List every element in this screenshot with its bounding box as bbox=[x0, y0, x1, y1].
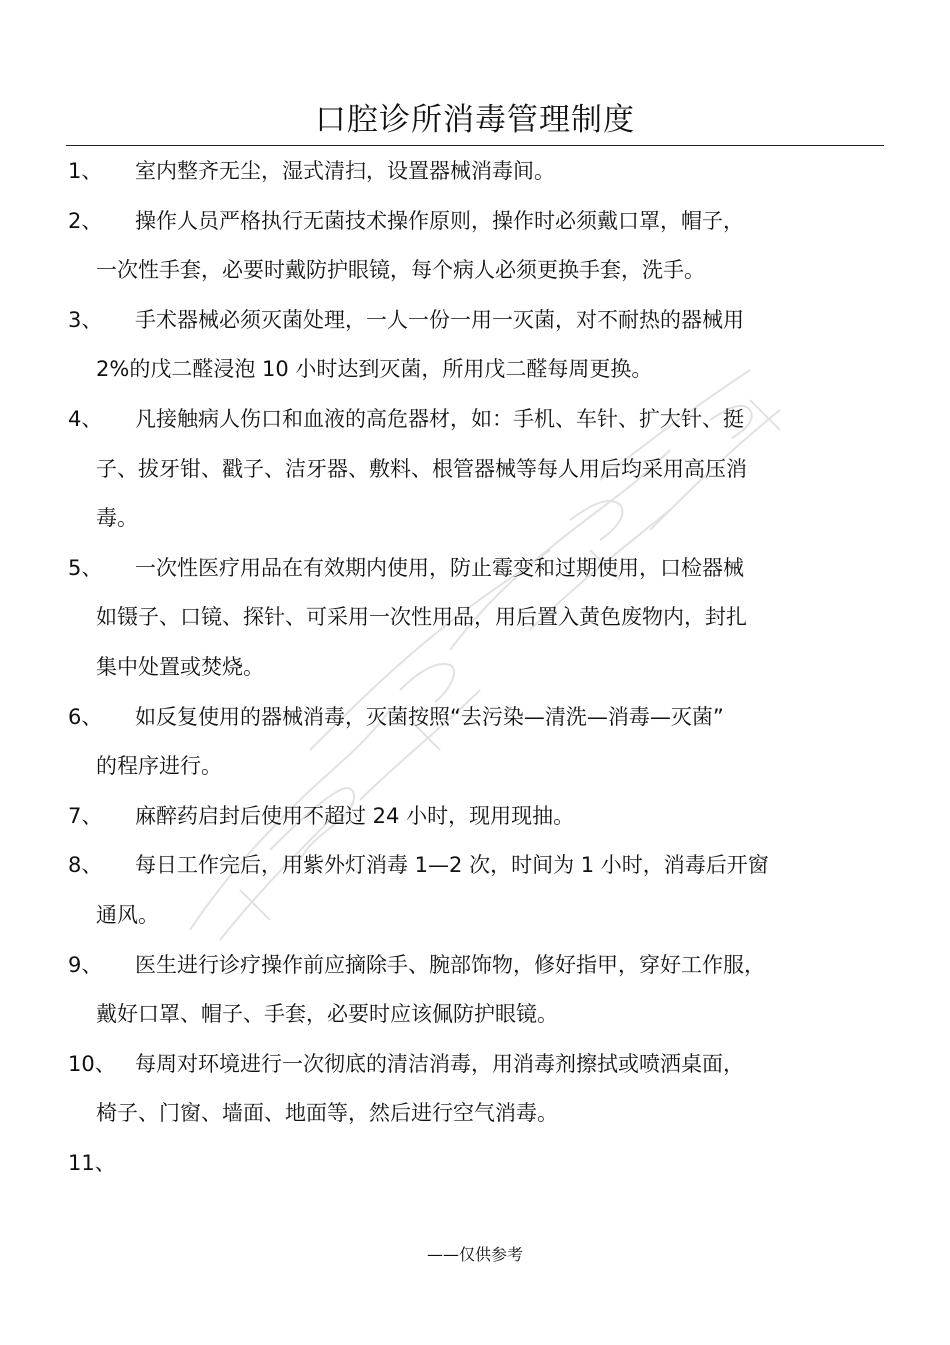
rule-text: 如反复使用的器械消毒，灭菌按照“去污染—清洗—消毒—灭菌” bbox=[135, 705, 724, 729]
rule-number: 2、 bbox=[68, 209, 103, 233]
rule-text-continued: 毒。 bbox=[96, 506, 138, 530]
rule-number: 4、 bbox=[68, 407, 103, 431]
rule-text: 麻醉药启封后使用不超过 24 小时，现用现抽。 bbox=[135, 804, 575, 828]
rule-number: 5、 bbox=[68, 556, 103, 580]
document-title: 口腔诊所消毒管理制度 bbox=[315, 102, 635, 138]
rule-number: 8、 bbox=[68, 853, 103, 877]
rule-text: 一次性医疗用品在有效期内使用，防止霉变和过期使用，口检器械 bbox=[135, 556, 744, 580]
rule-text: 操作人员严格执行无菌技术操作原则，操作时必须戴口罩，帽子， bbox=[135, 209, 744, 233]
rule-text-continued: 通风。 bbox=[96, 903, 159, 927]
rule-number: 10、 bbox=[68, 1052, 116, 1076]
rule-number: 3、 bbox=[68, 308, 103, 332]
rule-number: 7、 bbox=[68, 804, 103, 828]
rule-text-continued: 集中处置或焚烧。 bbox=[96, 655, 264, 679]
rule-text-continued: 戴好口罩、帽子、手套，必要时应该佩防护眼镜。 bbox=[96, 1002, 558, 1026]
rule-text-continued: 的程序进行。 bbox=[96, 754, 222, 778]
rule-number: 9、 bbox=[68, 953, 103, 977]
rule-text: 医生进行诊疗操作前应摘除手、腕部饰物，修好指甲，穿好工作服， bbox=[135, 953, 765, 977]
rule-text: 手术器械必须灭菌处理，一人一份一用一灭菌，对不耐热的器械用 bbox=[135, 308, 744, 332]
rule-number: 11、 bbox=[68, 1151, 116, 1175]
footer-note: ——仅供参考 bbox=[426, 1245, 523, 1264]
rule-text-continued: 2%的戊二醛浸泡 10 小时达到灭菌，所用戊二醛每周更换。 bbox=[96, 357, 653, 381]
rule-text: 室内整齐无尘，湿式清扫，设置器械消毒间。 bbox=[135, 159, 555, 183]
rule-text: 每日工作完后，用紫外灯消毒 1—2 次，时间为 1 小时，消毒后开窗 bbox=[135, 853, 769, 877]
rule-number: 1、 bbox=[68, 159, 103, 183]
title-underline bbox=[66, 145, 884, 146]
rule-number: 6、 bbox=[68, 705, 103, 729]
rule-text-continued: 如镊子、口镜、探针、可采用一次性用品，用后置入黄色废物内，封扎 bbox=[96, 605, 747, 629]
rule-text: 每周对环境进行一次彻底的清洁消毒，用消毒剂擦拭或喷洒桌面， bbox=[135, 1052, 744, 1076]
rule-text: 凡接触病人伤口和血液的高危器材，如：手机、车针、扩大针、挺 bbox=[135, 407, 744, 431]
rule-text-continued: 一次性手套，必要时戴防护眼镜，每个病人必须更换手套，洗手。 bbox=[96, 258, 705, 282]
rule-text-continued: 椅子、门窗、墙面、地面等，然后进行空气消毒。 bbox=[96, 1101, 558, 1125]
rule-text-continued: 子、拔牙钳、戳子、洁牙器、敷料、根管器械等每人用后均采用高压消 bbox=[96, 457, 747, 481]
